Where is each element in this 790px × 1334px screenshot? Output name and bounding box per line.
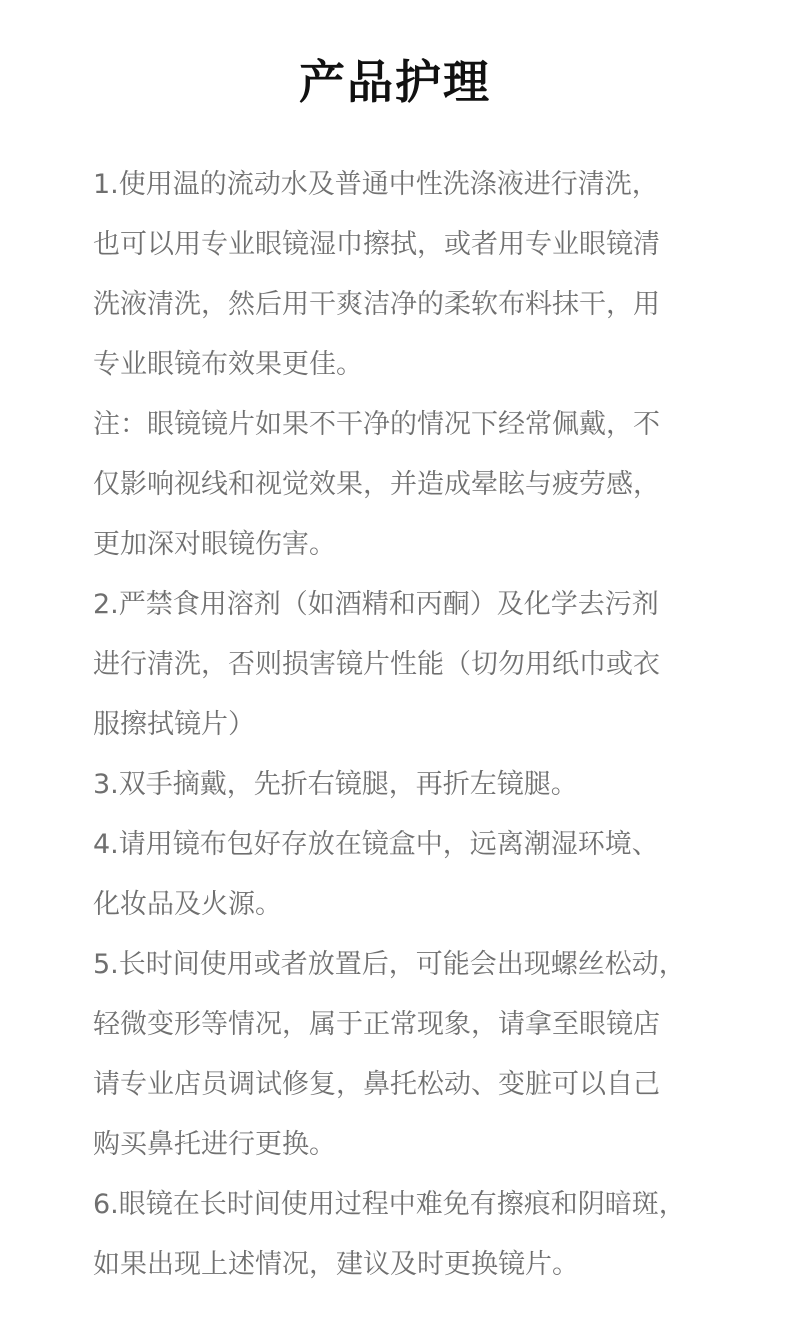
text-line: 1.使用温的流动水及普通中性洗涤液进行清洗， [93, 169, 659, 200]
text-line: 进行清洗，否则损害镜片性能（切勿用纸巾或衣 [93, 649, 660, 680]
text-line: 如果出现上述情况，建议及时更换镜片。 [93, 1249, 579, 1280]
text-line: 洗液清洗，然后用干爽洁净的柔软布料抹干，用 [93, 289, 660, 320]
text-line: 4.请用镜布包好存放在镜盒中，远离潮湿环境、 [93, 829, 659, 860]
text-line: 也可以用专业眼镜湿巾擦拭，或者用专业眼镜清 [93, 229, 660, 260]
text-line: 请专业店员调试修复，鼻托松动、变脏可以自己 [93, 1069, 660, 1100]
text-line: 购买鼻托进行更换。 [93, 1129, 336, 1160]
text-line: 6.眼镜在长时间使用过程中难免有擦痕和阴暗斑， [93, 1189, 686, 1220]
care-instructions [93, 155, 713, 1295]
text-line: 服擦拭镜片） [93, 709, 255, 740]
text-line: 注：眼镜镜片如果不干净的情况下经常佩戴，不 [93, 409, 660, 440]
text-line: 2.严禁食用溶剂（如酒精和丙酮）及化学去污剂 [93, 589, 659, 620]
text-line: 专业眼镜布效果更佳。 [93, 349, 363, 380]
text-line: 更加深对眼镜伤害。 [93, 529, 336, 560]
text-line: 3.双手摘戴，先折右镜腿，再折左镜腿。 [93, 769, 578, 800]
text-line: 化妆品及火源。 [93, 889, 282, 920]
text-line: 轻微变形等情况，属于正常现象，请拿至眼镜店 [93, 1009, 660, 1040]
text-line: 仅影响视线和视觉效果，并造成晕眩与疲劳感， [93, 469, 660, 500]
text-line: 5.长时间使用或者放置后，可能会出现螺丝松动， [93, 949, 686, 980]
page-title: 产品护理 [299, 55, 491, 109]
